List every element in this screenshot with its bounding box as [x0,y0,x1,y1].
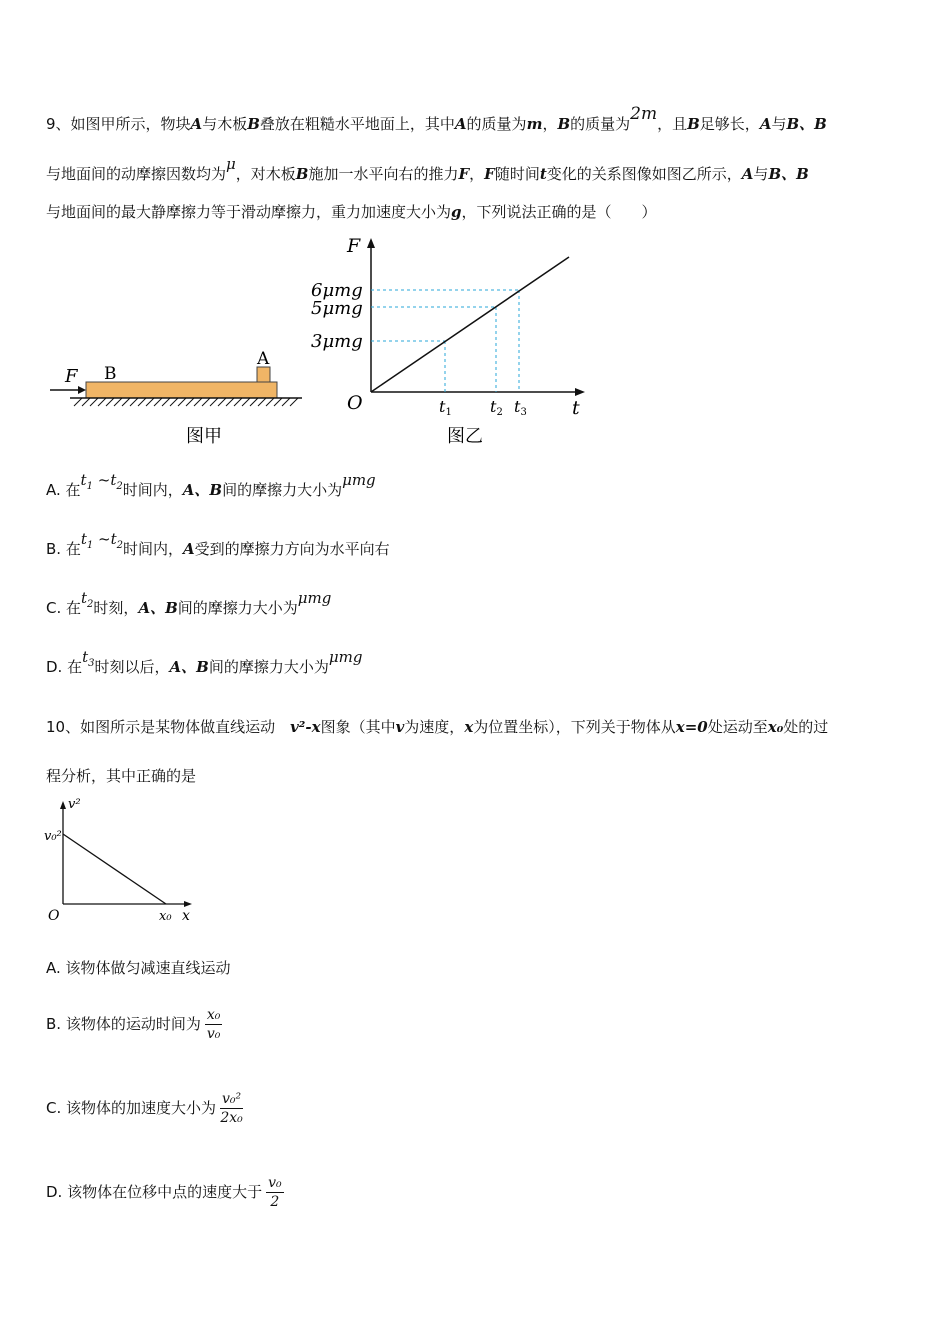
q9-text: ，对木板 [235,165,296,183]
q10-line-2 [46,766,196,786]
q10-x-eq-0: x=0 [675,718,708,736]
q9-text: 与地面间的动摩擦因数均为 [46,165,227,183]
q10-text: 图象（其中 [320,718,396,736]
option-var: A [183,540,195,558]
ground-hatch [74,398,298,406]
q9-line-3 [46,202,657,222]
q9-text: 与木板 [202,115,248,133]
v2-x-graph [40,792,200,928]
y-axis-arrow [367,238,375,248]
fraction-x0-over-v0 [205,1006,223,1043]
option-text: B. 该物体的运动时间为 [46,1015,201,1033]
q9-line-1 [46,104,827,134]
q9-text: ，下列说法正确的是（ ） [461,203,657,221]
q9-var-t: t [539,165,547,183]
q10-option-A[interactable] [46,958,231,978]
v2-x-line [63,834,166,904]
option-text: 时间内， [123,540,184,558]
x-axis-label: t [572,397,580,419]
q9-var-BB: B、B [768,165,809,183]
x-tick-x0: x₀ [159,909,172,924]
q9-text: 足够长， [699,115,760,133]
tick-5umg: 5μmg [311,298,363,319]
q10-var-x0: x₀ [767,718,784,736]
option-text: 间的摩擦力大小为 [222,481,343,499]
option-text: 间的摩擦力大小为 [208,658,329,676]
caption-jia: 图甲 [186,426,222,447]
force-arrow-head [78,386,86,394]
tick-t3: t3 [514,397,527,418]
q9-var-F: F [484,165,495,183]
q9-var-BB: B、B [786,115,827,133]
fraction-numerator: v₀ [268,1175,282,1191]
q9-text: 叠放在粗糙水平地面上，其中 [259,115,455,133]
tick-6umg: 6μmg [311,280,363,301]
origin-label: O [347,392,363,414]
q9-text: 施加一水平向右的推力 [308,165,459,183]
q9-option-A[interactable] [46,471,376,507]
fraction-denominator: 2 [270,1194,280,1210]
q10-line-1 [46,717,828,737]
option-text: D. 在 [46,658,83,676]
q9-var-A: A [454,115,467,133]
option-text: B. 在 [46,540,81,558]
option-text: A. 该物体做匀减速直线运动 [46,959,231,977]
option-var: A、B [138,599,178,617]
q9-text: ， [469,165,485,183]
option-text: C. 在 [46,599,82,617]
q10-text: 程分析，其中正确的是 [46,767,197,785]
q9-var-B: B [295,165,309,183]
caption-yi: 图乙 [447,426,483,447]
q9-text: 与 [753,165,769,183]
figure-jia [40,340,310,450]
q10-option-B[interactable] [46,1004,222,1044]
x-axis-label: x [182,908,190,924]
option-value: μmg [328,648,363,666]
q9-var-B: B [687,115,700,133]
fraction-v0sq-over-2x0 [220,1090,243,1127]
fraction-numerator: v₀² [222,1091,242,1107]
block-A [257,367,270,382]
q9-option-C[interactable] [46,589,332,625]
q9-var-A: A [190,115,203,133]
q9-var-B: B [247,115,260,133]
q9-text: 随时间 [494,165,540,183]
tick-t1: t1 [439,397,452,418]
q9-mass-2m: 2m [630,104,658,124]
q9-text: 变化的关系图像如图乙所示， [546,165,742,183]
q9-text: ，且 [657,115,688,133]
q9-text: 与 [771,115,787,133]
q9-line-2 [46,155,809,184]
q9-text: 9、如图甲所示，物块 [46,115,191,133]
option-text: 间的摩擦力大小为 [177,599,298,617]
q10-var-x: x [464,718,474,736]
fraction-v0-over-2 [266,1174,284,1211]
option-text: 受到的摩擦力方向为水平向右 [194,540,390,558]
q9-var-m: m [526,115,543,133]
q9-var-B: B [557,115,571,133]
fraction-denominator: 2x₀ [220,1110,243,1126]
option-var: A、B [169,658,209,676]
board-B [86,382,277,398]
q10-text: 为速度， [404,718,465,736]
tick-3umg: 3μmg [311,331,363,352]
label-B: B [104,364,117,384]
q10-text: 10、如图所示是某物体做直线运动 [46,718,291,736]
q10-option-D[interactable] [46,1170,284,1214]
label-A: A [257,349,270,369]
option-text: C. 该物体的加速度大小为 [46,1099,217,1117]
figure-yi [305,230,595,452]
f-t-line [371,257,569,392]
origin-label: O [48,908,60,924]
q9-var-g: g [451,203,462,221]
q9-option-D[interactable] [46,648,363,684]
y-axis-label: F [347,235,361,257]
q9-text: 的质量为 [466,115,527,133]
option-text: 时间内， [122,481,183,499]
q10-text: 处运动至 [707,718,768,736]
option-t: $t_3$ [82,648,95,669]
option-t-range: $t_1$ $\sim t_2$ [80,471,123,492]
x-axis-arrow [575,388,585,396]
q9-mu: μ [226,155,236,173]
option-value: μmg [342,471,376,489]
y-tick-v0sq: v₀² [44,829,62,844]
q9-var-A: A [741,165,754,183]
option-var: A、B [182,481,223,499]
option-text: 时刻以后， [94,658,170,676]
q9-text: 与地面间的最大静摩擦力等于滑动摩擦力，重力加速度大小为 [46,203,452,221]
q9-option-B[interactable] [46,530,390,566]
tick-t2: t2 [490,397,503,418]
q9-text: ， [542,115,558,133]
q10-option-C[interactable] [46,1086,243,1130]
q9-var-F: F [458,165,470,183]
q10-var-v: v [395,718,405,736]
q10-v2x: v²-x [290,718,321,736]
y-axis-label: v² [68,797,81,812]
option-text: 时刻， [93,599,139,617]
label-F: F [65,366,78,387]
option-t: $t_2$ [81,589,94,610]
option-t-range: $t_1$ $\sim t_2$ [80,530,123,551]
option-value: μmg [297,589,332,607]
x-axis-arrow [184,901,192,907]
fraction-denominator: v₀ [206,1026,221,1042]
q9-text: 的质量为 [570,115,631,133]
fraction-numerator: x₀ [206,1007,221,1023]
y-axis-arrow [60,801,66,809]
q10-text: 为位置坐标），下列关于物体从 [473,718,676,736]
q10-text: 处的过 [783,718,829,736]
option-text: A. 在 [46,481,81,499]
q9-var-A: A [759,115,772,133]
option-text: D. 该物体在位移中点的速度大于 [46,1183,263,1201]
